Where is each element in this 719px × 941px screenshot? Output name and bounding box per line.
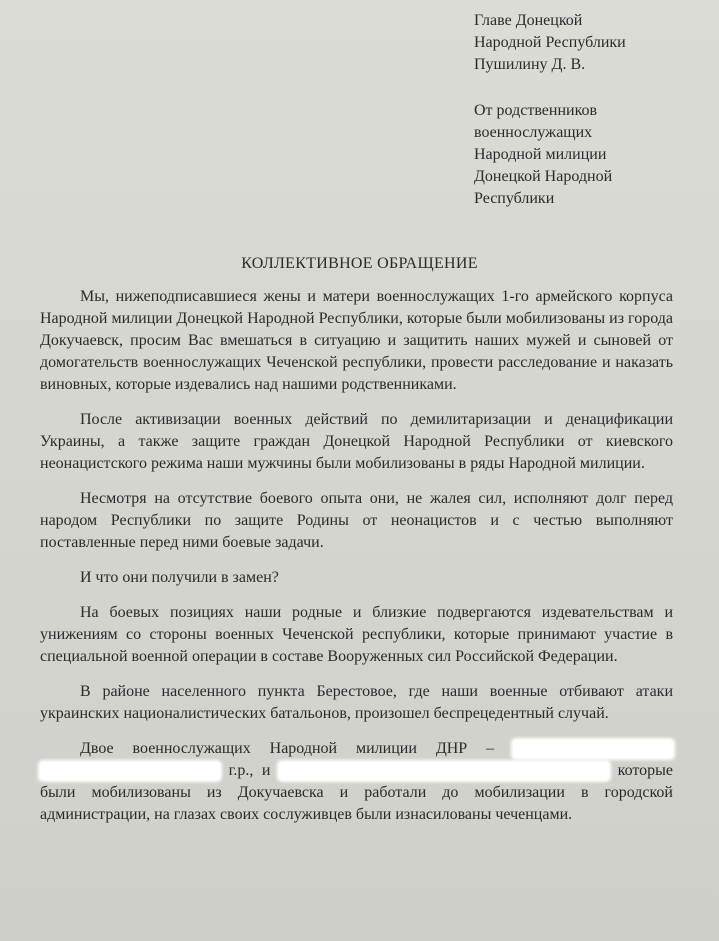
document-title: КОЛЛЕКТИВНОЕ ОБРАЩЕНИЕ <box>241 255 478 272</box>
document-body <box>40 286 673 826</box>
recipient-line: Пушилину Д. В. <box>474 56 586 73</box>
paragraph-text: Двое военнослужащих Народной милиции ДНР – <box>80 740 495 757</box>
paragraph: Мы, нижеподписавшиеся жены и матери военнослужащих 1-го армейского корпуса Народной милиции Донецкой Народной Республики, которые были мобилизованы из города Докучаевск, просим Вас вмешаться в ситуацию и защитить наших мужей и сыновей от домогательств военнослужащих Чеченской республики, провести расследование и наказать виновных, которые издевались над нашими родственниками. <box>40 288 673 393</box>
paragraph: После активизации военных действий по демилитаризации и денацификации Украины, а также защите граждан Донецкой Народной Республики от киевского неонацистского режима наши мужчины были мобилизованы в ряды Народной милиции. <box>40 411 673 472</box>
paragraph-text: которые были мобилизованы из Докучаевска и работали до мобилизации в городской администрации, на глазах своих сослуживцев были изнасилованы чеченцами. <box>40 762 674 823</box>
paragraph: И что они получили в замен? <box>80 569 279 586</box>
paragraph: На боевых позициях наши родные и близкие подвергаются издевательствам и унижениям со стороны военных Чеченской республики, которые принимают участие в специальной военной операции в составе Вооруженных сил Российской Федерации. <box>40 604 673 665</box>
sender-line: От родственников <box>474 102 598 119</box>
recipient <box>474 10 714 76</box>
redaction-mark <box>279 762 609 780</box>
recipient-line: Главе Донецкой <box>474 12 583 29</box>
sender-line: Народной милиции <box>474 146 607 163</box>
paragraph: В районе населенного пункта Берестовое, где наши военные отбивают атаки украинских националистических батальонов, произошел беспрецедентный случай. <box>40 683 673 722</box>
recipient-line: Народной Республики <box>474 34 626 51</box>
paragraph-redacted <box>40 738 673 826</box>
redaction-mark <box>40 762 220 780</box>
sender-line: военнослужащих <box>474 124 593 141</box>
sender-line: Республики <box>474 190 555 207</box>
sender-line: Донецкой Народной <box>474 168 613 185</box>
paragraph: Несмотря на отсутствие боевого опыта они, не жалея сил, исполняют долг перед народом Республики по защите Родины от неонацистов и с честью выполняют поставленные перед ними боевые задачи. <box>40 490 673 551</box>
sender <box>474 100 714 210</box>
paragraph-text: г.р., и <box>228 762 271 779</box>
addressee-block <box>474 10 714 210</box>
redaction-mark <box>513 740 673 758</box>
